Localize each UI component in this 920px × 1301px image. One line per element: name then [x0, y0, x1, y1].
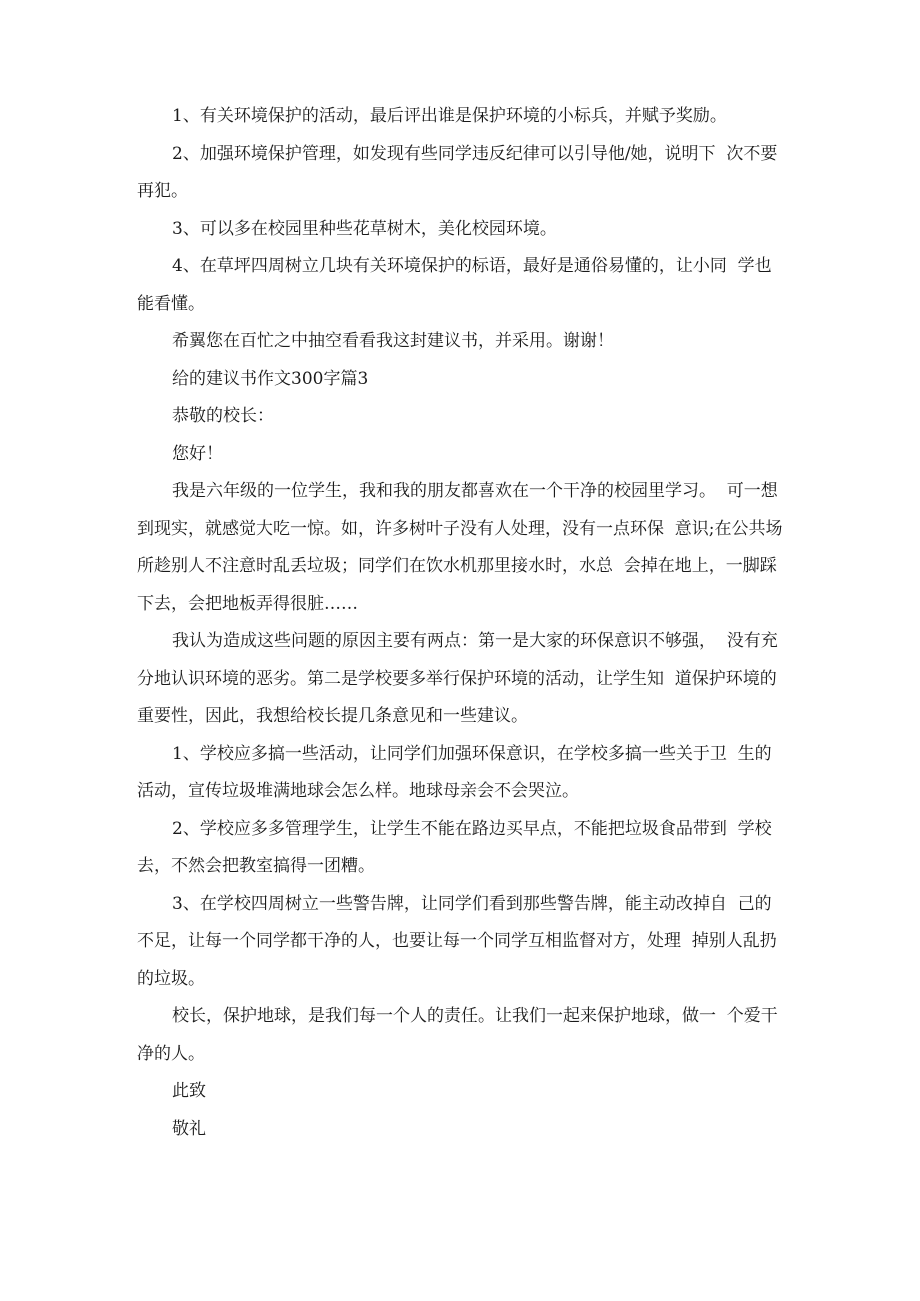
document-body — [137, 98, 783, 1148]
paragraph-9: 我是六年级的一位学生，我和我的朋友都喜欢在一个干净的校园里学习。 可一想到现实，就感觉大吃一惊。如，许多树叶子没有人处理，没有一点环保 意识;在公共场所趁别人不注意时乱丢垃圾；同学们在饮水机那里接水时，水总 会掉在地上，一脚踩下去，会把地板弄得很脏…… — [137, 481, 783, 614]
salutation: 恭敬的校长： — [172, 406, 274, 426]
paragraph-2: 2、加强环境保护管理，如发现有些同学违反纪律可以引导他/她，说明下 次不要再犯。 — [137, 143, 778, 201]
paragraph-5: 希翼您在百忙之中抽空看看我这封建议书，并采用。谢谢！ — [172, 331, 614, 351]
paragraph-1: 1、有关环境保护的活动，最后评出谁是保护环境的小标兵，并赋予奖励。 — [172, 106, 727, 126]
paragraph-3: 3、可以多在校园里种些花草树木，美化校园环境。 — [172, 218, 557, 239]
paragraph-11: 1、学校应多搞一些活动，让同学们加强环保意识，在学校多搞一些关于卫 生的活动，宣传垃圾堆满地球会怎么样。地球母亲会不会哭泣。 — [137, 743, 772, 801]
paragraph-13: 3、在学校四周树立一些警告牌，让同学们看到那些警告牌，能主动改掉自 己的不足，让每一个同学都干净的人，也要让每一个同学互相监督对方，处理 掉别人乱扔的垃圾。 — [137, 893, 777, 989]
section-title: 给的建议书作文300字篇3 — [172, 368, 369, 389]
greeting: 您好！ — [172, 443, 223, 464]
paragraph-4: 4、在草坪四周树立几块有关环境保护的标语，最好是通俗易懂的，让小同 学也能看懂。 — [137, 256, 772, 314]
closing-2: 敬礼 — [172, 1118, 206, 1139]
paragraph-12: 2、学校应多多管理学生，让学生不能在路边买早点，不能把垃圾食品带到 学校去，不然会把教室搞得一团糟。 — [137, 818, 772, 876]
paragraph-14: 校长，保护地球，是我们每一个人的责任。让我们一起来保护地球，做一 个爱干净的人。 — [137, 1006, 778, 1064]
paragraph-10: 我认为造成这些问题的原因主要有两点：第一是大家的环保意识不够强， 没有充分地认识环境的恶劣。第二是学校要多举行保护环境的活动，让学生知 道保护环境的重要性，因此，我想给校长提几条意见和一些建议。 — [137, 631, 778, 726]
closing-1: 此致 — [172, 1081, 206, 1101]
